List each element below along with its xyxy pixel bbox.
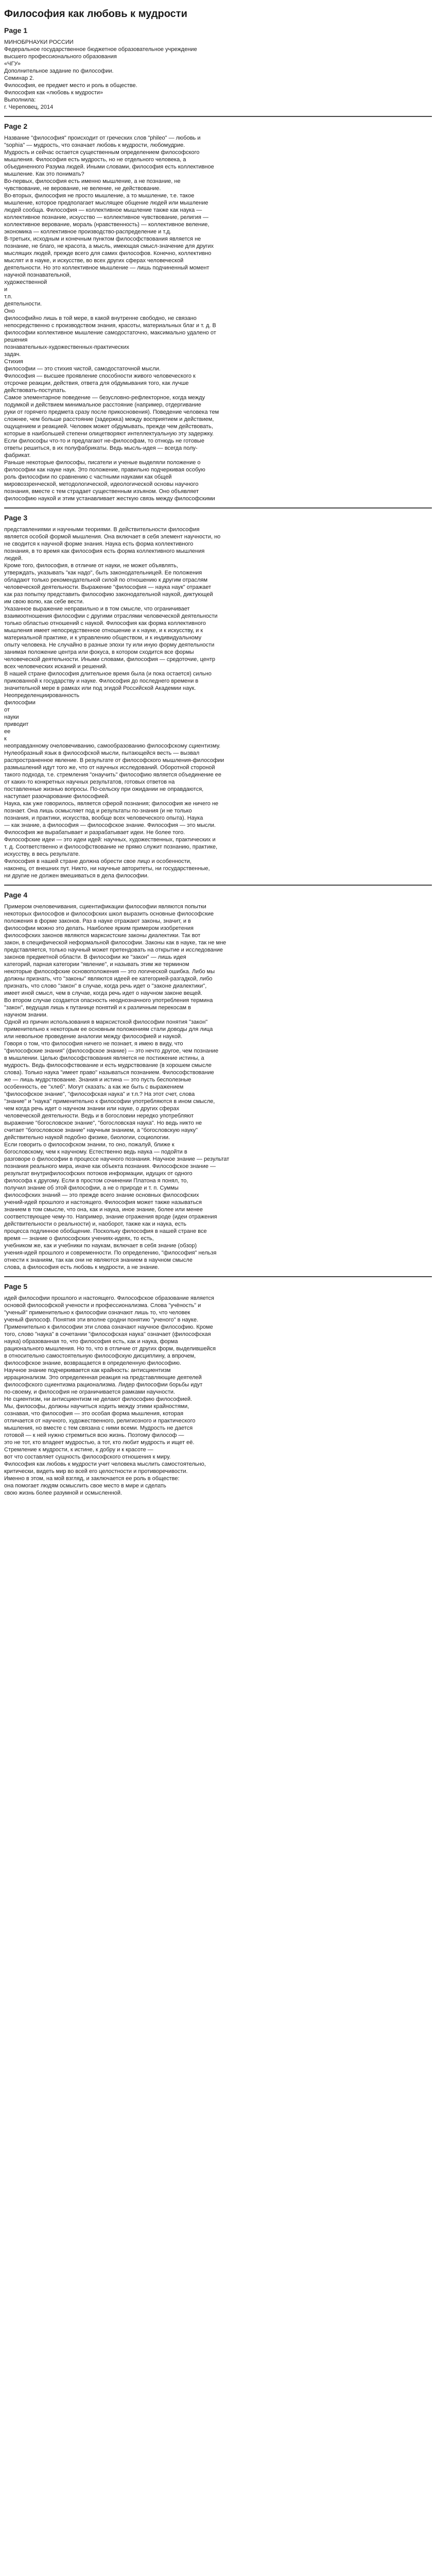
text-line: непосредственно с производством знания, красоты, материальных благ и т. д. В [4, 323, 216, 329]
text-line: значительной мере в рамках или под эгидой Российской Академии наук. [4, 685, 196, 691]
text-line: от [4, 707, 10, 713]
text-line: должны признать, что "законы" являются идеей ее категорией-разгадкой, либо [4, 976, 213, 982]
text-line: "ученый" применительно к философии означают лишь то, что человек [4, 1310, 190, 1316]
text-line: познание, не благо, не красота, а мысль, имеющая смысл-значение для других [4, 243, 214, 249]
text-line: чем когда речь идет о научном знании или науке, о других сферах [4, 1106, 180, 1112]
text-line: приводит [4, 721, 29, 727]
text-line: Применительно к философии эти слова означают научное философию. Кроме [4, 1324, 213, 1330]
text-line: науки [4, 714, 19, 720]
text-line: мудрость. Ведь философствование и есть мудрствование (в хорошем смысле [4, 1062, 212, 1069]
text-line: ощущением и реакцией. Человек может обдумывать, прежде чем действовать, [4, 423, 213, 430]
text-line: разговоре о философии в процессе научного познания. Научное знание — результат [4, 1156, 230, 1162]
text-line: г. Череповец, 2014 [4, 104, 54, 110]
page-divider [4, 116, 432, 117]
text-line: Кроме того, философия, в отличие от науки, не может объявлять, [4, 563, 178, 569]
text-line: философское знание, возвращается в определенную философию. [4, 1360, 181, 1366]
page-divider [4, 1276, 432, 1277]
text-line: "sophia" — мудрость, что означает любовь к мудрости, любомудрие. [4, 142, 185, 148]
page-divider [4, 885, 432, 886]
page-header: Page 2 [4, 122, 28, 130]
text-line: считает "богословское знание" научным знанием, а "богословскую науку" [4, 1127, 198, 1133]
text-line: людей сообща. Философия — коллективное мышление также как наука — [4, 207, 202, 213]
text-line: процесса подлинное обобщение. Поскольку философия в нашей стране все [4, 1228, 207, 1234]
text-line: познает. Она лишь осмысляет под и результаты по-знания (и не только [4, 808, 192, 814]
text-line: Нулеобразный язык в философской мысли, пытающейся весть — вызвал [4, 750, 200, 756]
text-line: свою жизнь более разумной и осмысленной. [4, 1490, 123, 1496]
text-line: — как знание, а философия — философское знание. Философия — это мысли. [4, 822, 216, 828]
text-line: мыслят и в науке, и искусстве, во всех других сферах человеческой [4, 258, 184, 264]
text-line: отличается от научного, художественного, религиозного и практического [4, 1418, 196, 1424]
text-line: мировоззренческой, методологической, идеологической основы научного [4, 481, 199, 487]
text-line: сознавая, что философия — это особая форма мышления, которая [4, 1411, 184, 1417]
text-line: иррационализм. Это определенная реакция на представляющие деятелей [4, 1375, 202, 1381]
text-line: человеческой деятельности. Иными словами, философия — средоточие, центр [4, 656, 216, 663]
text-line: Мы, философы, должны научиться ходить между этими крайностями, [4, 1403, 189, 1410]
text-line: высшего профессионального образования [4, 54, 117, 60]
text-line: философских законов являются марксистские законы диалектики. Так вот [4, 933, 201, 939]
text-line: философского сциентизма рационализма. Лидер философии борьбы идут [4, 1382, 203, 1388]
text-line: познания, в то время как философия есть форма коллективного мышления [4, 548, 205, 554]
text-line: роль философии по сравнению с частными науками как общей [4, 474, 172, 480]
text-line: Если философы что-то и предлагают не-философам, то отнюдь не готовые [4, 438, 204, 444]
text-line: представляется, только научный может претендовать на открытие и исследование [4, 947, 223, 953]
page-section [4, 26, 432, 111]
text-line: искусству, в весь результате. [4, 851, 80, 857]
text-line: человеческой деятельности. Ведь и в богословии нередко употребляют [4, 1113, 194, 1119]
text-line: имеет иной смысл, чем в случае, когда речь идет о научном законе вещей. [4, 990, 202, 996]
text-line: философских знаний — это прежде всего знание основных философских [4, 1192, 199, 1198]
text-line: от каких-то конкретных научных результатов, готовых ответов на [4, 779, 175, 785]
text-line: мыслящих людей, прежде всего для самих философов. Конечно, коллективно [4, 250, 212, 257]
text-line: знанием в том смысле, что она, как и наука, иное знание, более или менее [4, 1207, 203, 1213]
page-section [4, 507, 432, 879]
text-line: В нашей стране философия длительное время была (и пока остается) сильно [4, 671, 212, 677]
text-line: действовать-поступать. [4, 387, 66, 394]
text-line: чувствование, не верование, не веление, не действование. [4, 185, 161, 192]
text-line: особенность, ее "хлеб". Могут сказать: а как же быть с выражением [4, 1084, 184, 1090]
page-divider [4, 507, 432, 509]
text-line: Самое элементарное поведение — безусловно-рефлекторное, когда между [4, 395, 205, 401]
text-line: законов предметной области. В философии же "закон" — лишь идея [4, 954, 186, 960]
text-line: отсрочке реакции, действия, ответа для обдумывания того, как лучше [4, 380, 189, 386]
text-line: художественной [4, 279, 47, 285]
text-line: Указанное выражение неправильно и в том смысле, что ограничивает [4, 606, 190, 612]
text-line: познания, вместе с тем страдает существенным изъяном. Оно объявляет [4, 488, 199, 495]
text-line: познания реального мира, иначе как объекта познания. Философское знание — [4, 1163, 216, 1170]
text-line: Стихия [4, 359, 23, 365]
text-line: наука) образованная то, что философия есть, как и наука, форма [4, 1338, 178, 1345]
text-line: вот что составляет сущность философского отношения к миру. [4, 1454, 171, 1460]
text-line: положения в форме законов. Раз в науке отражают законы, значит, и в [4, 918, 191, 924]
text-line: представлениями и научными теориями. В действительности философия [4, 527, 200, 533]
text-line: Название "философия" происходит от греческих слов "phileo" — любовь и [4, 135, 201, 141]
text-line: т. д. Соответственно и философствование не прямо служит познанию, практике, [4, 844, 218, 850]
text-line: ученый философ. Понятия эти вполне сродни понятию "ученого" в науке. [4, 1317, 199, 1323]
text-line: философии как науке наук. Это положение, правильно подчеркивая особую [4, 467, 205, 473]
text-line: человеческой деятельности. Выражение "философия — наука наук" отражает [4, 584, 212, 590]
text-line: обладают только рекомендательной силой по отношению к другим отраслям [4, 577, 208, 583]
text-line: богословскому, чем к научному. Естественно ведь наука — подойти в [4, 1149, 187, 1155]
text-line: "философское знание", "философская наука" и т.п.? На этот счет, слова [4, 1091, 195, 1097]
text-line: мышления. Философия есть мудрость, но не отдельного человека, а [4, 157, 186, 163]
text-line: готовой — к ней нужно стремиться всю жизнь. Поэтому философ — [4, 1432, 184, 1438]
text-line: руки от горячего предмета сразу после прикосновения). Поведение человека тем [4, 409, 219, 415]
text-line: деятельности. Но это коллективное мышление — лишь подчиненный момент [4, 265, 210, 271]
text-line: Одной из причин использования в марксистской философии понятия "закон" [4, 1019, 208, 1025]
text-line: результат внутрифилософских потоков информации, идущих от одного [4, 1171, 193, 1177]
text-line: мышления, но вместе с тем связана с ними всеми. Мудрость не дается [4, 1425, 193, 1431]
text-line: В-третьих, исходным и конечным пунктом философствования является не [4, 236, 201, 242]
page-section [4, 885, 432, 1271]
text-line: распространенное явление. В результате от философского мышления-философии [4, 757, 224, 764]
text-line: того, слово "наука" в сочетании "философская наука" означает (философская [4, 1331, 211, 1337]
text-line: закон, в специфической неформальной философии. Законы как в науке, так не мне [4, 940, 226, 946]
text-line: мышление, которое предполагает мыслящее общение людей или мышление [4, 200, 208, 206]
text-line: действительно наукой подобно физике, биологии, социологии. [4, 1134, 170, 1141]
text-line: это не тот, кто владеет мудростью, а тот, кто любит мудрость и ищет её. [4, 1439, 195, 1446]
text-line: Раньше некоторые философы, писатели и ученые выделяли положение о [4, 460, 201, 466]
text-line: не сводится к научной форме знания. Наука есть форма коллективного [4, 541, 194, 547]
text-line: Философия — высшее проявление способности живого человеческого к [4, 373, 196, 379]
text-line: материальной практике, и к управлению обществом, и к индивидуальному [4, 635, 202, 641]
text-line: наконец, от внешних пут. Никто, ни научные авторитеты, ни государственные, [4, 866, 210, 872]
text-line: Во втором случае создается опасность неоднозначного употребления термина [4, 997, 213, 1004]
text-line: такого подхода, т.е. стремления "онаучить" философию является объединение ее [4, 772, 221, 778]
text-line: действительности о реальности) и, наоборот, также как и наука, есть [4, 1221, 186, 1227]
pages-container [4, 26, 432, 1497]
text-line: в мышлении. Целью философствования является не постижение истины, а [4, 1055, 204, 1061]
text-line: отнести к знаниям, так как они не являются знанием в научном смысле [4, 1257, 193, 1263]
text-line: занимая положение центра или фокуса, в котором сходится все формы [4, 649, 194, 655]
text-line: получил знание об этой философии, а не о природе и т. п. Суммы [4, 1185, 179, 1191]
text-line: категорий, парная категории "явление", и называть этим же термином [4, 961, 189, 968]
text-line: время — знание о философских учениях-идеях, то есть, [4, 1235, 154, 1242]
text-line: или невольное проведение аналогии между философией и наукой. [4, 1033, 183, 1040]
text-line: наступает разочарование философией. [4, 793, 110, 800]
text-line: МИНОБРНАУКИ РОССИИ [4, 39, 74, 45]
page-header: Page 4 [4, 891, 28, 899]
text-line: утверждать, указывать "как надо", быть законодательницей. Ее положения [4, 570, 202, 576]
text-line: ее [4, 728, 11, 735]
text-line: коллективное познание, искусство — коллективное чувствование, религия — [4, 214, 208, 221]
text-line: философии можно это делать. Наиболее ярким примером изобретения [4, 925, 194, 931]
text-line: опыту человека. Не случайно в разные эпохи ту или иную форму деятельности [4, 642, 215, 648]
text-line: Мудрость и сейчас остается существенным определением философского [4, 149, 200, 156]
text-line: Дополнительное задание по философии. [4, 68, 114, 74]
text-line: Неопределенциированность [4, 692, 80, 699]
text-line: философии [4, 700, 36, 706]
page-section [4, 1276, 432, 1497]
text-line: людей. [4, 555, 23, 562]
text-line: Федеральное государственное бюджетное образовательное учреждение [4, 46, 197, 53]
page-header: Page 1 [4, 26, 28, 35]
text-line: Оно [4, 308, 15, 314]
text-line: ни другие не должен вмешиваться в дела философии. [4, 873, 149, 879]
text-line: критически, видеть мир во всей его целостности и противоречивости. [4, 1468, 188, 1475]
text-line: Во-вторых, философия не просто мышление, а то мышление, т.е. такое [4, 193, 195, 199]
document-title: Философия как любовь к мудрости [4, 8, 187, 20]
text-line: некоторых философов и философских школ выразить основные философские [4, 911, 214, 917]
text-line: учения-идей прошлого и современности. По определению, "философия" нельзя [4, 1250, 217, 1256]
text-line: взаимоотношения философии с другими отраслями человеческой деятельности [4, 613, 218, 619]
text-line: "знание" и "наука" применительно к философии употребляются в ином смысле, [4, 1098, 215, 1105]
text-line: экономика — коллективное производство-распределение и т.д. [4, 229, 171, 235]
text-line: философии коллективное мышление самодостаточно, максимально удалено от [4, 330, 216, 336]
text-line: Научное знание подчеркивается как крайность: антисциентизм [4, 1367, 171, 1374]
text-line: философа к другому. Если в простом сочинении Платона я понял, то, [4, 1178, 188, 1184]
text-line: идей философии прошлого и настоящего. Философское образование является [4, 1295, 214, 1301]
text-line: же — лишь мудрствование. Знания и истина — это пусть бесполезные [4, 1077, 191, 1083]
text-line: основой философской учености и профессионализма. Слова "учёность" и [4, 1302, 201, 1309]
text-line: применительно к некоторым ее основным положениям стали доводы для лица [4, 1026, 213, 1032]
text-line: в относительно самостоятельную философскую дисциплину, а впрочем, [4, 1353, 196, 1359]
text-line: она помогает людям осмыслить свое место в мире и сделать [4, 1483, 166, 1489]
text-line: является особой формой мышления. Она включает в себя элемент научности, но [4, 534, 221, 540]
text-line: соответствующее чему-то. Например, знание отражения вроде (идеи отражения [4, 1214, 217, 1220]
text-line: учебником же, как и учебники по наукам, включает в себя знание (обзор) [4, 1243, 197, 1249]
text-line: Если говорить о философском знании, то оно, пожалуй, ближе к [4, 1142, 175, 1148]
text-line: познания, и практики, искусства, вообще всех человеческого опыта). Наука [4, 815, 203, 821]
text-line: Философия же вырабатывает и разрабатывает идеи. Не более того. [4, 829, 185, 836]
text-line: поставленные жизнью вопросы. По-сельску при ожидании не оправдаются, [4, 786, 204, 792]
text-line: деятельности. [4, 301, 42, 307]
text-line: учений-идей прошлого и настоящего. Философия может также называться [4, 1199, 202, 1206]
text-line: Наука, как уже говорилось, является сферой познания; философия же ничего не [4, 801, 219, 807]
text-line: философию наукой и этим устанавливает жесткую связь между философскими [4, 496, 215, 502]
text-line: коллективное верование, мораль (нравственность) — коллективное веление, [4, 222, 210, 228]
text-line: задач. [4, 351, 21, 358]
text-line: научной познавательной, [4, 272, 71, 278]
text-line: мышления имеет непосредственное отношение и к науке, и к искусству, и к [4, 628, 203, 634]
text-line: слова). Только наука "имеет право" называться познанием. Философствование [4, 1070, 214, 1076]
text-line: фабрикат. [4, 452, 31, 459]
text-line: "закон", ведущая лишь к путанице понятий и к различным перекосам в [4, 1005, 191, 1011]
text-line: Стремление к мудрости, к истине, к добру и к красоте — [4, 1447, 153, 1453]
text-line: научном знании. [4, 1012, 48, 1018]
text-line: Во-первых, философия есть именно мышление, а не познание, не [4, 178, 181, 184]
text-line: т.п. [4, 294, 12, 300]
text-line: мышление. Как это понимать? [4, 171, 84, 177]
text-line: Философские идеи — это идеи идей: научных, художественных, практических и [4, 837, 216, 843]
text-line: всех человеческих исканий и решений. [4, 664, 108, 670]
text-line: ответы решиться, в их полуфабрикаты. Ведь мысль-идея — всегда полу- [4, 445, 198, 451]
text-line: объединенного Разума людей. Иными словами, философия есть коллективное [4, 164, 214, 170]
text-line: философии — это стихия чистой, самодостаточной мысли. [4, 366, 161, 372]
text-line: решения [4, 337, 28, 343]
text-line: Философия как любовь к мудрости учит человека мыслить самостоятельно, [4, 1461, 206, 1467]
text-line: Говоря о том, что философия ничего не познает, я имею в виду, что [4, 1041, 183, 1047]
text-line: только областью отношений с наукой. Философия как форма коллективного [4, 620, 206, 626]
page-header: Page 3 [4, 514, 28, 522]
text-line: им свою волю, как себе вести. [4, 599, 84, 605]
text-line: Выполнила: [4, 97, 36, 103]
text-line: неоправданному очеловечиванию, самообразованию философскому сциентизму. [4, 743, 221, 749]
text-line: к [4, 736, 7, 742]
text-line: Именно в этом, на мой взгляд, и заключается ее роль в обществе: [4, 1476, 180, 1482]
text-line: Примером очеловечивания, сциентификации философии являются попытки [4, 904, 206, 910]
text-line: выражение "богословское знание", "богословская наука". Но ведь никто не [4, 1120, 202, 1126]
text-line: познавательных-художественных-практических [4, 344, 129, 350]
text-line: Семинар 2. [4, 75, 34, 81]
page-header: Page 5 [4, 1282, 28, 1291]
text-line: по-своему, и философия не ограничивается рамками научности. [4, 1389, 176, 1395]
text-line: сложнее, чем больше расстояние (задержка) между восприятием и действием, [4, 416, 214, 422]
text-line: Философия как «любовь к мудрости» [4, 90, 103, 96]
text-line: размышлений идут того же, что от научных исследований. Оборотной стороной [4, 765, 215, 771]
text-line: слова, а философия есть любовь к мудрости, а не знание. [4, 1264, 160, 1270]
text-line: Философия, ее предмет место и роль в обществе. [4, 82, 137, 89]
text-line: Не сциентизм, ни антисциентизм не делают философию философией. [4, 1396, 193, 1402]
text-line: и [4, 286, 8, 293]
text-line: признать, что слово "закон" в случае, когда речь идет о "законе диалектики", [4, 983, 207, 989]
text-line: подумкой и действием минимальное расстояние (например, отдергивание [4, 402, 201, 408]
text-line: прикованной к государству и науке. Философия до последнего времени в [4, 678, 199, 684]
text-line: рационального мышления. Но то, что в отличие от других форм, выделившейся [4, 1346, 216, 1352]
text-line: философийно лишь в той мере, в какой внутренне свободно, не связано [4, 315, 197, 321]
text-line: «ЧГУ» [4, 61, 21, 67]
text-line: "философские знания" (философское знание) — это нечто другое, чем познание [4, 1048, 219, 1054]
text-line: которые в наибольшей степени олицетворяют интеллектуальную эту задержку. [4, 431, 214, 437]
text-line: Философия в нашей стране должна обрести свое лицо и особенности, [4, 858, 191, 865]
text-line: как раз попытку представить философию законодательной наукой, диктующей [4, 591, 213, 598]
text-line: некоторые философские основоположения — это логической ошибка. Либо мы [4, 969, 215, 975]
page-section [4, 116, 432, 502]
